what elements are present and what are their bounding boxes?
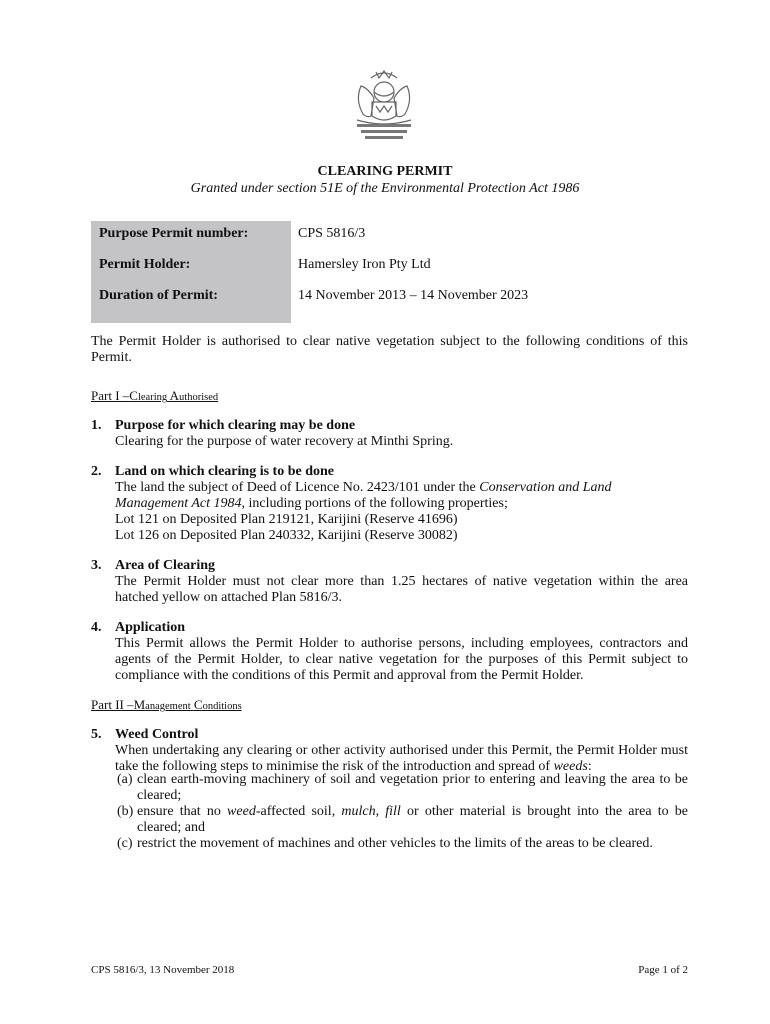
section-2-lot-121: Lot 121 on Deposited Plan 219121, Karijini (Reserve 41696) [115, 512, 458, 527]
permit-number-row [91, 226, 688, 250]
section-2-lot-126: Lot 126 on Deposited Plan 240332, Karijini (Reserve 30082) [115, 528, 458, 543]
section-3-title: Area of Clearing [115, 558, 216, 573]
permit-holder-value: Hamersley Iron Pty Ltd [298, 257, 431, 272]
part-2-letter-1: M [133, 697, 146, 712]
footer-page-number: Page 1 of 2 [638, 964, 688, 976]
permit-duration-label: Duration of Permit: [99, 288, 218, 303]
permit-number-label: Purpose Permit number: [99, 226, 249, 241]
part-1-rest-2: uthorised [179, 392, 219, 403]
section-2-line-1 [115, 480, 688, 496]
act-name-italic-cont: Management Act 1984 [115, 496, 242, 511]
section-1-number: 1. [91, 418, 102, 433]
permit-duration-row [91, 288, 688, 312]
condition-b-part: -affected soil, [255, 804, 342, 819]
permit-holder-label: Permit Holder: [99, 257, 191, 272]
mulch-italic: mulch [341, 804, 376, 819]
act-name-italic: Conservation and Land [479, 480, 612, 495]
section-3-number: 3. [91, 558, 102, 573]
section-2-line-2-text: , including portions of the following properties; [241, 496, 508, 511]
section-2-title: Land on which clearing is to be done [115, 464, 334, 479]
document-title: CLEARING PERMIT [317, 164, 453, 179]
condition-b-part: or other material is brought into the area to be cleared; and [137, 804, 688, 835]
weed-italic: weed [227, 804, 256, 819]
part-2-rest-1: anagement [145, 701, 191, 712]
part-2-rest-2: onditions [202, 701, 242, 712]
part-1-letter-2: A [169, 388, 180, 403]
condition-c-marker: (c) [117, 836, 133, 851]
section-5-title: Weed Control [115, 727, 199, 742]
section-4-title: Application [115, 620, 186, 635]
section-4-text: This Permit allows the Permit Holder to authorise persons, including employees, contractors and agents of the Permit Holder, to clear native vegetation for the purposes of this Permit subject to compliance with the conditions of this Permit and approval from the Permit Holder. [115, 636, 688, 683]
section-5-intro-text: When undertaking any clearing or other activity authorised under this Permit, the Permit Holder must take the following steps to minimise the risk of the introduction and spread of [115, 743, 688, 774]
section-5-intro [115, 743, 688, 775]
condition-a-marker: (a) [117, 772, 133, 787]
intro-paragraph: The Permit Holder is authorised to clear native vegetation subject to the following conditions of this Permit. [91, 334, 688, 365]
section-1-title: Purpose for which clearing may be done [115, 418, 356, 433]
section-2-line-1-text: The land the subject of Deed of Licence No. 2423/101 under the [115, 480, 480, 495]
condition-b-text [137, 804, 688, 836]
condition-b-marker: (b) [117, 804, 134, 819]
part-2-prefix: Part II – [91, 697, 134, 712]
condition-c-text: restrict the movement of machines and other vehicles to the limits of the areas to be cleared. [137, 836, 653, 851]
section-5-number: 5. [91, 727, 102, 742]
permit-details-table [91, 221, 688, 323]
section-4-number: 4. [91, 620, 102, 635]
part-2-letter-2: C [193, 697, 203, 712]
section-2-line-2 [115, 496, 688, 512]
section-5-intro-end: : [587, 759, 592, 774]
weeds-italic: weeds [553, 759, 588, 774]
part-1-letter-1: C [129, 388, 138, 403]
part-1-prefix: Part I – [91, 388, 130, 403]
condition-b-part: ensure that no [137, 804, 228, 819]
permit-duration-value: 14 November 2013 – 14 November 2023 [298, 288, 529, 303]
permit-holder-row [91, 257, 688, 281]
footer-reference: CPS 5816/3, 13 November 2018 [91, 964, 235, 976]
section-3-text: The Permit Holder must not clear more than 1.25 hectares of native vegetation within the area hatched yellow on attached Plan 5816/3. [115, 574, 688, 605]
part-2-heading [91, 697, 242, 713]
fill-italic: fill [385, 804, 401, 819]
part-1-heading [91, 388, 218, 404]
section-2-number: 2. [91, 464, 102, 479]
part-1-rest-1: learing [137, 392, 168, 403]
condition-a-text: clean earth-moving machinery of soil and vegetation prior to entering and leaving the area to be cleared; [137, 772, 688, 803]
section-1-text: Clearing for the purpose of water recovery at Minthi Spring. [115, 434, 454, 449]
document-subtitle: Granted under section 51E of the Environmental Protection Act 1986 [190, 181, 580, 196]
condition-b-part: , [375, 804, 386, 819]
coat-of-arms-icon [343, 66, 425, 148]
permit-number-value: CPS 5816/3 [298, 226, 366, 241]
